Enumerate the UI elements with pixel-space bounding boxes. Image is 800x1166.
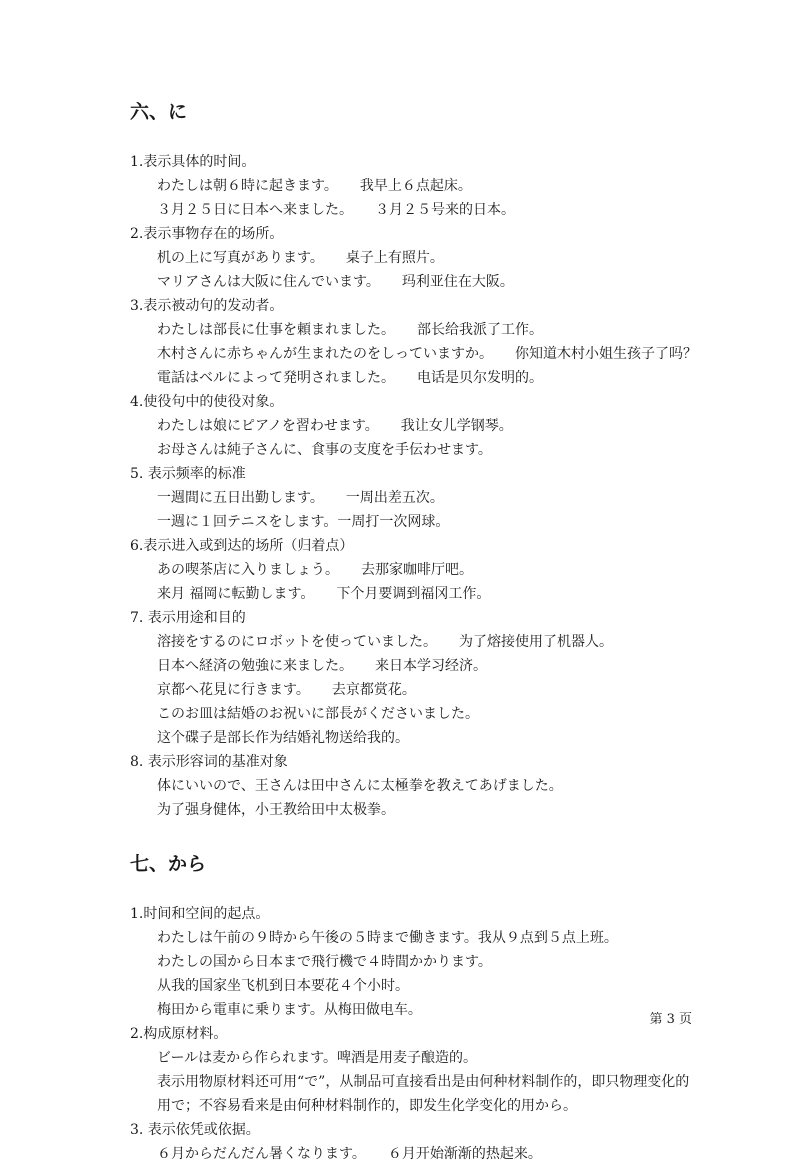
translation-text: 下个月要调到福冈工作。	[336, 586, 491, 602]
translation-text: 玛利亚住在大阪。	[401, 274, 514, 290]
translation-text: 为了熔接使用了机器人。	[459, 634, 613, 650]
translation-text: 一周出差五次。	[345, 490, 444, 506]
translation-text: 部长给我派了工作。	[417, 322, 543, 338]
example-text: わたしは部長に仕事を頼まれました。	[157, 322, 395, 338]
example-line	[157, 1142, 690, 1166]
example-text: 来月 福岡に転勤します。	[157, 586, 315, 602]
item-heading: 1.表示具体的时间。	[130, 154, 256, 170]
translation-text: 桌子上有照片。	[345, 250, 444, 266]
example-text: わたしは娘にピアノを習わせます。	[157, 418, 379, 434]
example-text: ３月２５日に日本へ来ました。	[157, 202, 353, 218]
example-line	[157, 1070, 690, 1118]
example-text: わたしは午前の９時から午後の５時まで働きます。我从９点到５点上班。	[157, 930, 618, 946]
example-line	[157, 654, 690, 678]
item-heading: 4.使役句中的使役对象。	[130, 394, 284, 410]
example-text: 梅田から電車に乗ります。从梅田做电车。	[157, 1002, 422, 1018]
example-text: 从我的国家坐飞机到日本要花４个小时。	[157, 978, 409, 994]
item-heading: 6.表示进入或到达的场所（归着点）	[130, 538, 354, 554]
section-2	[130, 852, 690, 1166]
item-heading: 7. 表示用途和目的	[130, 610, 246, 626]
item-heading: 1.时间和空间的起点。	[130, 906, 270, 922]
item-heading: 3. 表示依凭或依据。	[130, 1122, 260, 1138]
example-line	[157, 950, 690, 974]
translation-text: ６月开始渐渐的热起来。	[387, 1146, 542, 1162]
example-text: 体にいいので、王さんは田中さんに太極拳を教えてあげました。	[157, 778, 563, 794]
translation-text: 我让女儿学钢琴。	[400, 418, 513, 434]
example-line	[157, 510, 690, 534]
example-line	[157, 414, 690, 438]
example-text: 溶接をするのにロボットを使っていました。	[157, 634, 437, 650]
example-line	[157, 198, 690, 222]
example-line	[157, 558, 690, 582]
translation-text: 你知道木村小姐生孩子了吗？	[515, 346, 697, 362]
example-text: 表示用物原材料还可用“で”，从制品可直接看出是由何种材料制作的，即只物理变化的用で；不容易看来是由何种材料制作的，即发生化学变化的用から。	[157, 1074, 690, 1114]
item-heading: 2.构成原材料。	[130, 1026, 228, 1042]
translation-text: 电话是贝尔发明的。	[417, 370, 543, 386]
example-text: 木村さんに赤ちゃんが生まれたのをしっていますか。	[157, 346, 493, 362]
section-title: 六、に	[130, 101, 188, 123]
example-text: わたしの国から日本まで飛行機で４時間かかります。	[157, 954, 492, 970]
example-text: 日本へ経済の勉強に来ました。	[157, 658, 353, 674]
example-line	[157, 582, 690, 606]
example-line	[157, 174, 690, 198]
item-heading: 5. 表示频率的标准	[130, 466, 246, 482]
example-text: ビールは麦から作られます。啤酒是用麦子酿造的。	[157, 1050, 478, 1066]
example-text: わたしは朝６時に起きます。	[157, 178, 338, 194]
example-line	[157, 342, 697, 366]
translation-text: 来日本学习经济。	[375, 658, 487, 674]
example-line	[157, 798, 690, 822]
example-line	[157, 246, 690, 270]
translation-text: 去京都赏花。	[331, 682, 416, 698]
example-text: 京都へ花見に行きます。	[157, 682, 310, 698]
example-text: 为了强身健体，小王教给田中太极拳。	[157, 802, 395, 818]
example-text: このお皿は結婚のお祝いに部長がくださいました。	[157, 706, 479, 722]
translation-text: 去那家咖啡厅吧。	[361, 562, 473, 578]
example-line	[157, 702, 690, 726]
translation-text: 我早上６点起床。	[359, 178, 472, 194]
example-line	[157, 726, 690, 750]
example-line	[157, 318, 690, 342]
example-line	[157, 366, 690, 390]
page-number: 第 3 页	[649, 1012, 692, 1027]
translation-text: ３月２５号来的日本。	[375, 202, 515, 218]
example-text: 这个碟子是部长作为结婚礼物送给我的。	[157, 730, 409, 746]
item-heading: 3.表示被动句的发动者。	[130, 298, 284, 314]
example-text: お母さんは純子さんに、食事の支度を手伝わせます。	[157, 442, 492, 458]
example-text: 電話はベルによって発明されました。	[157, 370, 395, 386]
example-text: あの喫茶店に入りましょう。	[157, 562, 339, 578]
example-text: マリアさんは大阪に住んでいます。	[157, 274, 380, 290]
example-line	[157, 486, 690, 510]
example-text: 机の上に写真があります。	[157, 250, 324, 266]
example-line	[157, 270, 690, 294]
item-heading: 8. 表示形容词的基准对象	[130, 754, 288, 770]
example-line	[157, 438, 690, 462]
example-line	[157, 774, 690, 798]
document-content	[130, 100, 697, 1166]
section-1	[130, 100, 697, 822]
item-heading: 2.表示事物存在的场所。	[130, 226, 284, 242]
example-line	[157, 630, 690, 654]
example-line	[157, 926, 690, 950]
example-line	[157, 678, 690, 702]
example-text: 一週間に五日出勤します。	[157, 490, 324, 506]
section-title: 七、から	[130, 853, 207, 875]
example-text: 一週に１回テニスをします。一周打一次网球。	[157, 514, 450, 530]
example-line	[157, 974, 690, 998]
example-text: ６月からだんだん暑くなります。	[157, 1146, 366, 1162]
example-line	[157, 1046, 690, 1070]
example-line	[157, 998, 690, 1022]
